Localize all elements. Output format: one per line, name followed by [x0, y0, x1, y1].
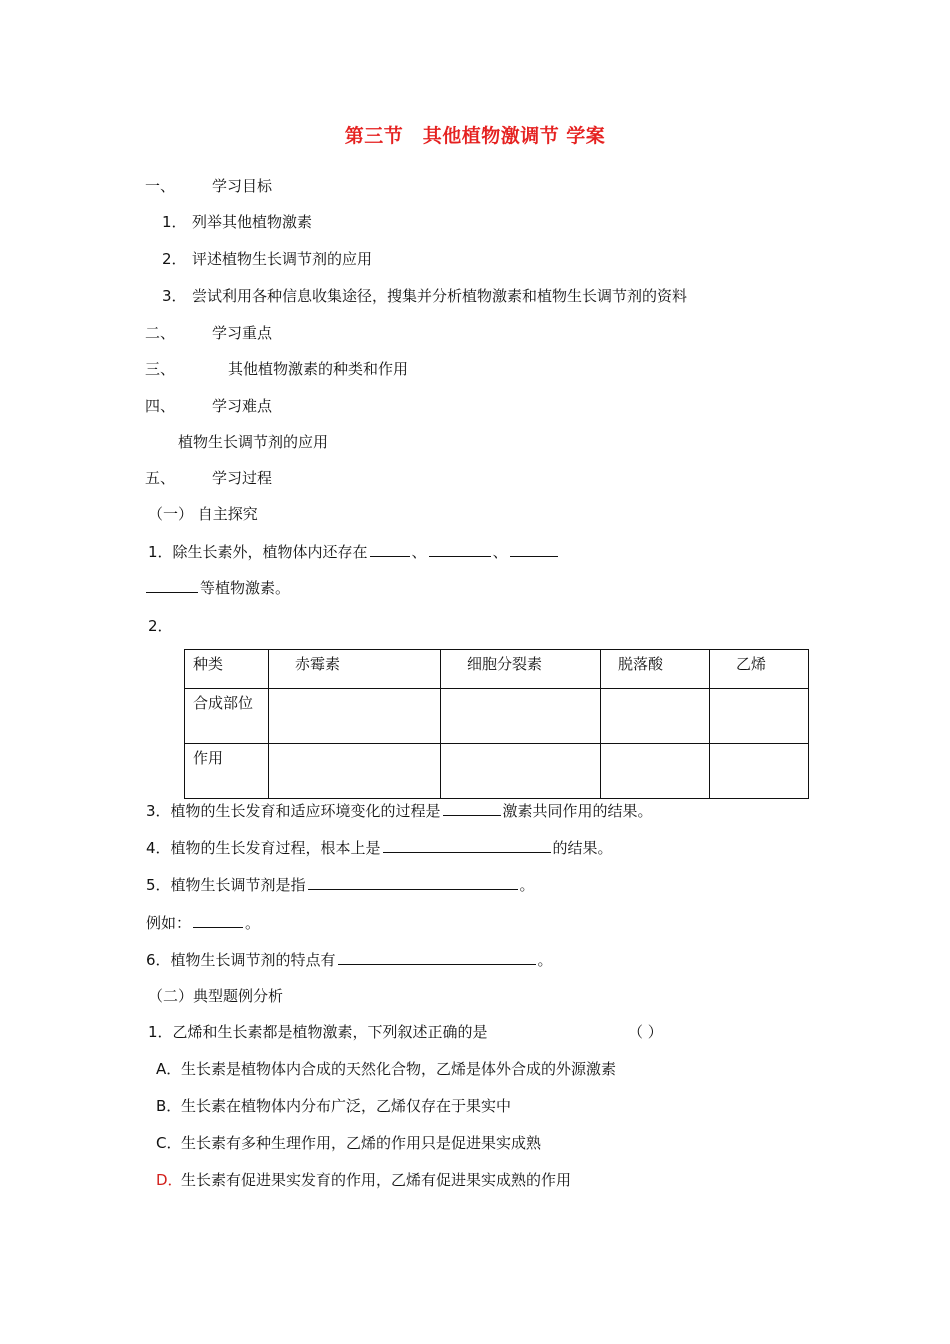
question-text: 5．植物生长调节剂是指	[146, 876, 306, 894]
table-header-cell: 赤霉素	[269, 650, 441, 689]
table-cell[interactable]	[710, 744, 809, 799]
page-title: 第三节 其他植物激调节 学案	[344, 125, 606, 147]
question-1	[148, 541, 560, 562]
question-5	[146, 874, 535, 895]
table-cell[interactable]	[441, 744, 601, 799]
option-label: B．	[156, 1097, 182, 1115]
answer-blank[interactable]	[383, 837, 551, 853]
question-text: 6．植物生长调节剂的特点有	[146, 951, 336, 969]
question-text: 。	[537, 951, 553, 969]
correct-option-label: D．	[156, 1171, 183, 1189]
table-cell[interactable]	[710, 689, 809, 744]
question-4	[146, 837, 613, 858]
answer-blank[interactable]	[510, 541, 558, 557]
answer-blank[interactable]	[193, 912, 243, 928]
question-text: 。	[519, 876, 535, 894]
section-text: 植物生长调节剂的应用	[178, 433, 329, 451]
section-number: 一、	[145, 177, 176, 195]
question-text: 等植物激素。	[200, 579, 291, 597]
subsection-heading: （二）典型题例分析	[148, 987, 284, 1005]
option-text: 生长素有促进果实发育的作用，乙烯有促进果实成熟的作用	[181, 1171, 572, 1189]
table-header-cell: 乙烯	[710, 650, 809, 689]
table-row	[185, 689, 809, 744]
answer-blank[interactable]	[338, 949, 536, 965]
section-heading: 学习难点	[212, 397, 273, 415]
answer-blank[interactable]	[308, 874, 518, 890]
table-cell[interactable]	[601, 689, 710, 744]
question-text: 的结果。	[552, 839, 613, 857]
section-number: 二、	[145, 324, 176, 342]
section-number: 五、	[145, 469, 176, 487]
table-row-label: 合成部位	[185, 689, 269, 744]
table-row	[185, 744, 809, 799]
list-item-number: 3．	[162, 287, 187, 305]
answer-blank[interactable]	[370, 541, 410, 557]
table-header-cell: 细胞分裂素	[441, 650, 601, 689]
separator: 、	[492, 543, 508, 561]
table-cell[interactable]	[269, 744, 441, 799]
list-item: 列举其他植物激素	[192, 213, 313, 231]
table-header-cell: 种类	[185, 650, 269, 689]
question-2-number: 2．	[148, 617, 173, 635]
table-row-label: 作用	[185, 744, 269, 799]
section-number: 三、	[145, 360, 176, 378]
list-item-number: 2．	[162, 250, 187, 268]
answer-parentheses: （ ）	[628, 1023, 663, 1041]
question-text: 例如：	[146, 914, 192, 932]
section-heading: 学习目标	[212, 177, 273, 195]
answer-blank[interactable]	[146, 577, 198, 593]
section-number: 四、	[145, 397, 176, 415]
separator: 、	[411, 543, 427, 561]
question-text: 1．除生长素外，植物体内还存在	[148, 543, 368, 561]
section-heading: 学习过程	[212, 469, 273, 487]
hormone-table	[184, 649, 809, 799]
table-header-cell: 脱落酸	[601, 650, 710, 689]
table-cell[interactable]	[601, 744, 710, 799]
question-6	[146, 949, 553, 970]
section-heading: 其他植物激素的种类和作用	[228, 360, 409, 378]
question-text: 激素共同作用的结果。	[502, 802, 653, 820]
option-text: 生长素在植物体内分布广泛，乙烯仅存在于果实中	[181, 1097, 512, 1115]
option-text: 生长素是植物体内合成的天然化合物，乙烯是体外合成的外源激素	[181, 1060, 617, 1078]
table-cell[interactable]	[441, 689, 601, 744]
question-text: 。	[245, 914, 261, 932]
answer-blank[interactable]	[443, 800, 501, 816]
list-item: 评述植物生长调节剂的应用	[192, 250, 373, 268]
subsection-heading: （一） 自主探究	[148, 505, 258, 523]
table-header-row	[185, 650, 809, 689]
question-text: 4．植物的生长发育过程，根本上是	[146, 839, 381, 857]
list-item-number: 1．	[162, 213, 187, 231]
table-cell[interactable]	[269, 689, 441, 744]
example-question-stem: 1．乙烯和生长素都是植物激素，下列叙述正确的是	[148, 1023, 488, 1041]
option-label: A．	[156, 1060, 182, 1078]
option-text: 生长素有多种生理作用，乙烯的作用只是促进果实成熟	[181, 1134, 542, 1152]
question-3	[146, 800, 653, 821]
option-label: C．	[156, 1134, 182, 1152]
list-item: 尝试利用各种信息收集途径，搜集并分析植物激素和植物生长调节剂的资料	[192, 287, 688, 305]
question-5-example	[146, 912, 260, 933]
answer-blank[interactable]	[429, 541, 491, 557]
question-text: 3．植物的生长发育和适应环境变化的过程是	[146, 802, 441, 820]
question-1-continued	[146, 577, 290, 598]
section-heading: 学习重点	[212, 324, 273, 342]
